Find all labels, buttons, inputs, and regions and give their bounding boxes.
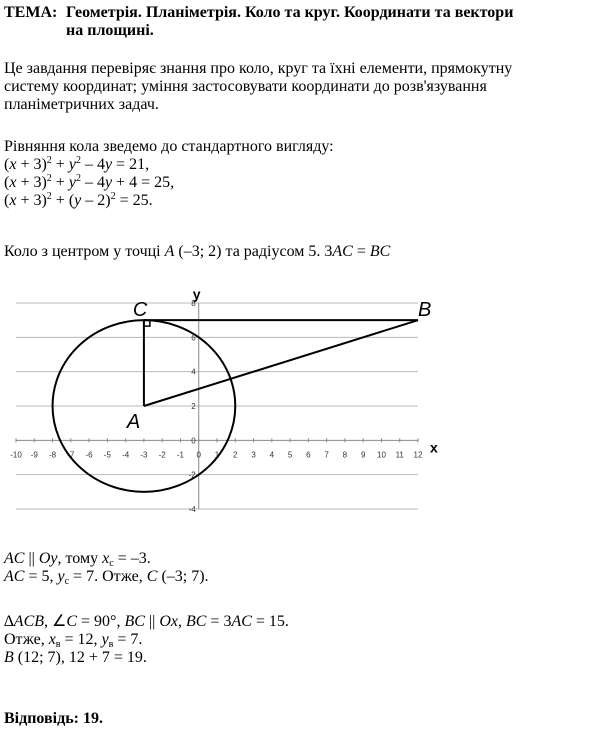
equation-3: $(x + 3)^2 + (y - 2)^2 = 25$. <box>4 191 153 209</box>
intro-line: планіметричних задач. <box>4 96 159 113</box>
point-label-C: C <box>132 299 148 322</box>
task-description <box>4 60 594 114</box>
y-tick-label: 2 <box>191 402 196 411</box>
x-tick-label: -3 <box>140 450 148 460</box>
solution-line: ∆ACB, ∠C = 90°, BC || Ox, BC = 3AC = 15. <box>4 613 289 630</box>
solution-line: Отже, $x_в = 12$, $y_в = 7$. <box>4 631 143 650</box>
y-tick-label: -2 <box>188 470 196 480</box>
answer: Відповідь: 19. <box>4 710 103 727</box>
intro-line: Це завдання перевіряє знання про коло, круг та їхні елементи, прямокутну <box>4 60 513 77</box>
x-tick-label: 3 <box>251 450 256 460</box>
figure-shapes <box>53 299 432 492</box>
topic-header <box>4 4 513 40</box>
x-tick-label: 6 <box>306 450 311 460</box>
x-tick-label: -4 <box>122 450 130 460</box>
point-label-A: A <box>126 411 141 433</box>
y-tick-label: -4 <box>188 505 196 514</box>
topic-title-line1: Геометрія. Планіметрія. Коло та круг. Координати та вектори <box>66 4 514 21</box>
x-tick-label: 7 <box>324 450 329 460</box>
x-tick-label: 8 <box>342 450 348 460</box>
x-tick-label: 9 <box>360 450 366 460</box>
y-tick-label: 0 <box>191 436 196 446</box>
intro-line: систему координат; уміння застосовувати координати до розв'язування <box>4 78 487 95</box>
topic-label: ТЕМА: <box>4 4 58 21</box>
y-tick-label: 4 <box>191 367 196 377</box>
y-tick-label: 6 <box>191 333 196 343</box>
equation-lead: Рівняння кола зведемо до стандартного вигляду: <box>4 138 334 155</box>
solution-line: AC = 5, $y_c = 7$. Отже, C (–3; 7). <box>4 568 209 587</box>
x-tick-label: 2 <box>233 450 238 460</box>
x-tick-label: -8 <box>48 450 57 460</box>
topic-title-line2: на площині. <box>66 22 154 39</box>
solution-line: AC || Oy, тому $x_c = -3$. <box>4 550 151 569</box>
point-label-B: B <box>418 299 432 322</box>
x-tick-label: 5 <box>287 450 293 460</box>
y-tick-label: 8 <box>191 299 196 308</box>
gridlines <box>16 303 418 509</box>
x-tick-label: -6 <box>85 450 93 460</box>
circle-statement: Коло з центром у точці A (–3; 2) та радіусом 5. 3AC = BC <box>4 243 391 260</box>
x-tick-label: 10 <box>377 450 386 460</box>
solution-part-1 <box>4 550 209 586</box>
x-tick-label: 12 <box>413 450 423 460</box>
x-tick-label: -5 <box>103 450 111 460</box>
x-tick-label: -2 <box>158 450 166 460</box>
x-tick-label: -7 <box>67 450 75 460</box>
y-axis-label: y <box>192 286 201 302</box>
x-tick-label: -10 <box>10 450 22 460</box>
solution-line: B (12; 7), 12 + 7 = 19. <box>4 649 147 666</box>
x-tick-label: 0 <box>196 450 201 460</box>
x-tick-label: 4 <box>269 450 275 460</box>
x-tick-label: 11 <box>395 450 404 460</box>
equation-2: $(x + 3)^2 + y^2 - 4y + 4 = 25$, <box>4 173 175 191</box>
equation-1: $(x + 3)^2 + y^2 - 4y = 21$, <box>4 155 150 173</box>
equation-block <box>4 138 334 210</box>
x-tick-label: -9 <box>30 450 38 460</box>
segment-AB <box>144 320 418 406</box>
x-tick-label: -1 <box>176 450 185 460</box>
x-tick-label: 1 <box>214 450 220 460</box>
solution-part-2 <box>4 613 289 667</box>
coordinate-figure <box>0 280 450 530</box>
x-axis-label: x <box>430 439 438 456</box>
